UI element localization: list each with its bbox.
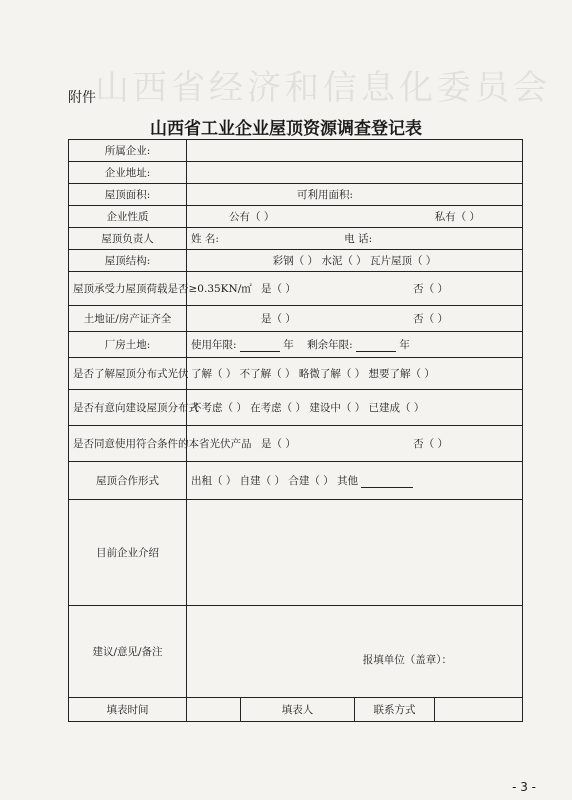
roof-area-label: 屋顶面积: [69,184,187,206]
structure-options[interactable]: 彩钢（ ） 水泥（ ） 瓦片屋顶（ ） [187,250,523,272]
factory-remaining-label: 剩余年限: [307,339,353,351]
load-no-option[interactable]: 否（ ） [413,283,448,295]
factory-used-blank[interactable] [240,340,280,352]
cert-yes-option[interactable]: 是（ ） [261,313,296,325]
intent-options[interactable]: 不考虑（ ） 在考虑（ ） 建设中（ ） 已建成（ ） [187,390,523,426]
fill-time-field[interactable] [187,698,241,722]
pv-knowledge-options[interactable]: 了解（ ） 不了解（ ） 略微了解（ ） 想要了解（ ） [187,358,523,390]
factory-used-label: 使用年限: [191,339,237,351]
owner-phone-label: 电 话: [344,233,373,245]
cert-field[interactable] [187,306,523,332]
row-intent [69,390,523,426]
intro-label: 目前企业介绍 [69,500,187,606]
filler-label: 填表人 [241,698,355,722]
contact-field[interactable] [435,698,523,722]
row-company [69,140,523,162]
fill-time-label: 填表时间 [69,698,187,722]
coop-label: 屋顶合作形式 [69,462,187,500]
row-cert [69,306,523,332]
cert-no-option[interactable]: 否（ ） [413,313,448,325]
load-label: 屋顶承受力屋顶荷载是否≥0.35KN/㎡ [69,272,187,306]
structure-label: 屋顶结构: [69,250,187,272]
row-address [69,162,523,184]
row-load [69,272,523,306]
row-pv-knowledge [69,358,523,390]
row-suggest [69,606,523,698]
nature-field[interactable] [187,206,523,228]
page-title: 山西省工业企业屋顶资源调查登记表 [150,119,422,139]
coop-field[interactable] [187,462,523,500]
attachment-label: 附件 [68,90,96,106]
row-structure [69,250,523,272]
load-yes-option[interactable]: 是（ ） [261,283,296,295]
registration-form-table [68,139,523,722]
factory-label: 厂房土地: [69,332,187,358]
nature-private-option[interactable]: 私有（ ） [434,211,480,223]
owner-label: 屋顶负责人 [69,228,187,250]
factory-remaining-blank[interactable] [356,340,396,352]
factory-year1: 年 [283,339,294,351]
contact-label: 联系方式 [355,698,435,722]
row-owner [69,228,523,250]
bleed-through-text: 山西省经济和信息化委员会 [95,68,551,108]
intro-field[interactable] [187,500,523,606]
nature-label: 企业性质 [69,206,187,228]
factory-year2: 年 [399,339,410,351]
pv-knowledge-label: 是否了解屋顶分布式光伏 [69,358,187,390]
nature-public-option[interactable]: 公有（ ） [229,211,275,223]
suggest-label: 建议/意见/备注 [69,606,187,698]
row-product [69,426,523,462]
product-no-option[interactable]: 否（ ） [413,438,448,450]
address-label: 企业地址: [69,162,187,184]
address-field[interactable] [187,162,523,184]
roof-area-field[interactable] [187,184,523,206]
stamp-label: 报填单位（盖章）： [362,654,452,666]
row-roof-area [69,184,523,206]
row-footer [69,698,523,722]
intent-label: 是否有意向建设屋顶分布式 [69,390,187,426]
coop-options[interactable]: 出租（ ） 自建（ ） 合建（ ） 其他 [191,475,359,487]
coop-other-blank[interactable] [361,476,413,488]
owner-name-label: 姓 名: [191,233,219,245]
product-yes-option[interactable]: 是（ ） [261,438,296,450]
factory-field[interactable] [187,332,523,358]
company-field[interactable] [187,140,523,162]
suggest-field[interactable] [187,606,523,698]
row-nature [69,206,523,228]
row-intro [69,500,523,606]
row-coop [69,462,523,500]
cert-label: 土地证/房产证齐全 [69,306,187,332]
company-label: 所属企业: [69,140,187,162]
row-factory [69,332,523,358]
owner-field[interactable] [187,228,523,250]
usable-area-label: 可利用面积: [297,189,354,201]
page-number: - 3 - [512,780,536,794]
product-label: 是否同意使用符合条件的本省光伏产品 [69,426,187,462]
